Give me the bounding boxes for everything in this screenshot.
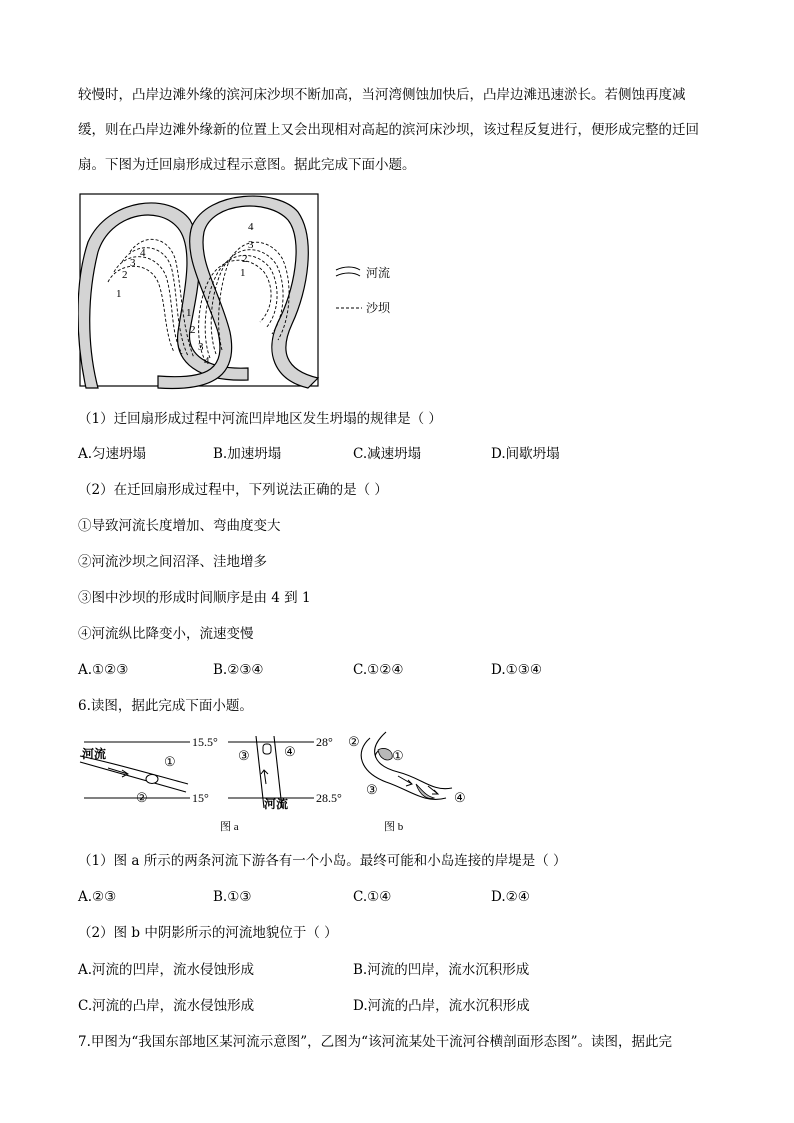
q5-2-statement-3: ③图中沙坝的形成时间顺序是由 4 到 1 (78, 590, 311, 606)
q5-2-option-a[interactable]: A.①②③ (78, 662, 129, 678)
q5-2-option-c[interactable]: C.①②④ (353, 662, 404, 678)
q5-2-stem: （2）在迁回扇形成过程中，下列说法正确的是（ ） (78, 482, 388, 498)
intro-line-1: 较慢时，凸岸边滩外缘的滨河床沙坝不断加高，当河湾侧蚀加快后，凸岸边滩迅速淤长。若侧蚀再度减 (78, 87, 686, 103)
q5-2-option-d[interactable]: D.①③④ (491, 662, 542, 678)
q6-title: 6.读图，据此完成下面小题。 (78, 698, 253, 714)
intro-line-3: 扇。下图为迁回扇形成过程示意图。据此完成下面小题。 (78, 157, 416, 173)
fig-a-lat-bottom-right: 28.5° (316, 791, 342, 805)
label-right-1: 1 (240, 267, 246, 279)
fig-b-circle-4: ④ (454, 790, 466, 805)
q5-2-statement-4: ④河流纵比降变小，流速变慢 (78, 626, 254, 642)
island-a-left (146, 775, 158, 784)
fig-b-circle-1: ① (392, 748, 404, 763)
q5-2-option-b[interactable]: B.②③④ (213, 662, 264, 678)
label-right-3: 3 (248, 239, 254, 251)
fig-a-river-left: 河流 (82, 747, 107, 761)
legend-river-symbol (336, 267, 360, 270)
fig-a-caption: 图 a (220, 821, 239, 833)
label-left-4: 4 (140, 247, 146, 259)
fig-a-river-right: 河流 (264, 797, 289, 811)
meander-scroll-figure (78, 192, 418, 392)
label-left-3: 3 (130, 257, 136, 269)
q6-1-option-a[interactable]: A.②③ (78, 889, 117, 905)
sandbar-shaded-upper (378, 748, 392, 760)
q6-2-option-a[interactable]: A.河流的凹岸，流水侵蚀形成 (78, 962, 255, 978)
fig-a-circle-1: ① (164, 754, 176, 769)
q5-2-statement-1: ①导致河流长度增加、弯曲度变大 (78, 518, 281, 534)
q5-1-option-d[interactable]: D.间歇坍塌 (491, 446, 560, 462)
fig-b-caption: 图 b (384, 821, 404, 833)
island-a-right (263, 744, 271, 754)
fig-b-circle-2: ② (348, 734, 360, 749)
q6-1-option-b[interactable]: B.①③ (213, 889, 252, 905)
fig-a-lat-top-left: 15.5° (192, 735, 218, 749)
q7-line-1: 7.甲图为“我国东部地区某河流示意图”，乙图为“该河流某处干流河谷横剖面形态图”。读图，据此完 (78, 1034, 672, 1050)
label-mid-3: 3 (198, 341, 204, 353)
q6-2-option-d[interactable]: D.河流的凸岸，流水沉积形成 (353, 998, 530, 1014)
fig-a-lat-bottom-left: 15° (192, 791, 209, 805)
q6-1-stem: （1）图 a 所示的两条河流下游各有一个小岛。最终可能和小岛连接的岸堤是（ ） (78, 853, 567, 869)
q6-1-option-c[interactable]: C.①④ (353, 889, 392, 905)
figure-a (78, 728, 358, 838)
q5-1-option-a[interactable]: A.匀速坍塌 (78, 446, 147, 462)
q6-2-option-c[interactable]: C.河流的凸岸，流水侵蚀形成 (78, 998, 255, 1014)
label-mid-2: 2 (190, 324, 196, 336)
fig-a-lat-top-right: 28° (316, 735, 333, 749)
label-mid-4: 4 (204, 355, 210, 367)
fig-a-circle-2: ② (136, 790, 148, 805)
q5-1-option-c[interactable]: C.减速坍塌 (353, 446, 422, 462)
label-right-2: 2 (242, 253, 248, 265)
legend-sandbar-label: 沙坝 (366, 301, 391, 315)
q6-1-option-d[interactable]: D.②④ (491, 889, 530, 905)
q6-2-option-b[interactable]: B.河流的凹岸，流水沉积形成 (353, 962, 530, 978)
legend-river-label: 河流 (366, 266, 391, 280)
label-right-4: 4 (248, 221, 254, 233)
q5-2-statement-2: ②河流沙坝之间沼泽、洼地增多 (78, 554, 267, 570)
fig-b-circle-3: ③ (366, 782, 378, 797)
q5-1-stem: （1）迁回扇形成过程中河流凹岸地区发生坍塌的规律是（ ） (78, 411, 442, 427)
q6-2-stem: （2）图 b 中阴影所示的河流地貌位于（ ） (78, 925, 338, 941)
fig-a-circle-4: ④ (284, 744, 296, 759)
label-left-2: 2 (122, 269, 128, 281)
label-left-1: 1 (116, 288, 122, 300)
intro-line-2: 缓，则在凸岸边滩外缘新的位置上又会出现相对高起的滨河床沙坝，该过程反复进行，便形成完整的迁回 (78, 122, 699, 138)
q5-1-option-b[interactable]: B.加速坍塌 (213, 446, 282, 462)
figure-b (340, 728, 480, 838)
label-mid-1: 1 (186, 307, 192, 319)
fig-a-circle-3: ③ (238, 748, 250, 763)
